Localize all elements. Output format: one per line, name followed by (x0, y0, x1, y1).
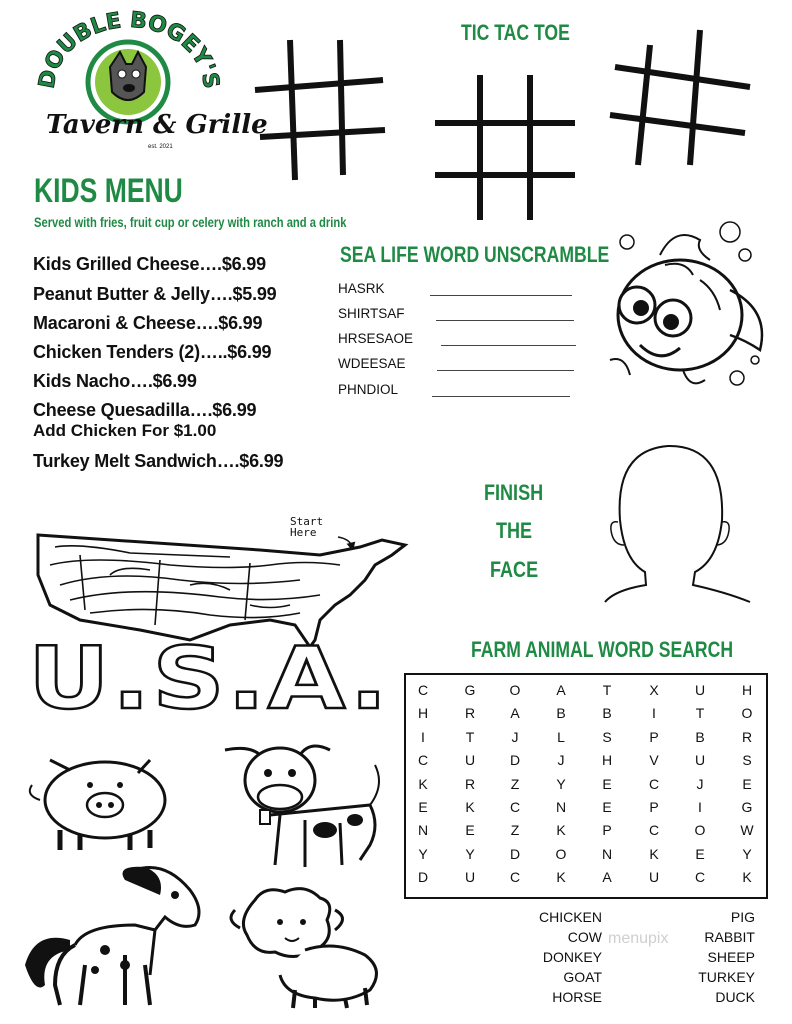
maze-here-word: Here (290, 526, 317, 539)
grid-letter[interactable]: B (602, 705, 612, 722)
logo-arc-text: DOUBLE BOGEY'S (34, 7, 224, 91)
grid-letter[interactable]: C (417, 682, 429, 698)
grid-letter[interactable]: I (652, 705, 656, 722)
grid-letter[interactable]: C (417, 752, 429, 769)
word-search-grid[interactable] (404, 673, 768, 899)
word-item: SHEEP (707, 949, 755, 965)
cow-illustration (220, 735, 390, 875)
grid-letter[interactable]: T (695, 705, 705, 722)
grid-letter[interactable]: L (557, 728, 565, 745)
unscramble-title: SEA LIFE WORD UNSCRAMBLE (340, 242, 610, 267)
finish-face-line2: THE (496, 518, 533, 543)
grid-letter[interactable]: R (464, 705, 476, 722)
grid-letter[interactable]: G (464, 682, 476, 698)
scramble-word: SHIRTSAF (338, 306, 405, 321)
scramble-word: HRSESAOE (338, 331, 414, 346)
grid-letter[interactable]: Y (418, 845, 428, 862)
grid-letter[interactable]: E (695, 845, 705, 862)
watermark: menupix (608, 930, 669, 947)
grid-letter[interactable]: O (694, 822, 706, 839)
scramble-word: WDEESAE (338, 356, 406, 371)
usa-text: U.S.A. (28, 629, 390, 729)
word-item: COW (567, 929, 602, 945)
grid-letter[interactable]: B (556, 705, 566, 722)
grid-letter[interactable]: K (556, 822, 566, 839)
grid-letter[interactable]: D (417, 869, 429, 886)
grid-letter[interactable]: E (742, 775, 752, 792)
grid-letter[interactable]: P (649, 728, 659, 745)
answer-line[interactable] (437, 370, 574, 371)
grid-letter[interactable]: J (511, 728, 519, 745)
logo-est: est. 2021 (148, 144, 173, 150)
grid-letter[interactable]: S (742, 752, 752, 769)
word-item: GOAT (563, 969, 602, 985)
word-item: DUCK (715, 989, 755, 1005)
grid-letter[interactable]: J (696, 775, 704, 792)
tic-tac-toe-board-2[interactable] (435, 75, 575, 220)
grid-letter[interactable]: C (648, 775, 660, 792)
answer-line[interactable] (430, 295, 572, 296)
grid-letter[interactable]: C (694, 869, 706, 886)
finish-face-line3: FACE (490, 557, 539, 582)
grid-letter[interactable]: E (602, 775, 612, 792)
grid-letter[interactable]: N (555, 799, 567, 815)
grid-letter[interactable]: S (602, 728, 612, 745)
word-item: TURKEY (698, 969, 755, 985)
grid-letter[interactable]: C (509, 799, 521, 815)
grid-letter[interactable]: E (602, 799, 612, 815)
grid-letter[interactable]: R (741, 728, 753, 745)
menu-item: Kids Grilled Cheese….$6.99 (33, 254, 266, 274)
kids-menu-title: KIDS MENU (34, 172, 183, 210)
grid-letter[interactable]: C (648, 822, 660, 839)
grid-letter[interactable]: A (556, 682, 566, 698)
grid-letter[interactable]: K (742, 869, 752, 886)
grid-letter[interactable]: Z (510, 775, 520, 792)
grid-letter[interactable]: N (601, 845, 613, 862)
grid-letter[interactable]: U (694, 752, 706, 769)
word-item: PIG (730, 909, 755, 925)
menu-item: Kids Nacho….$6.99 (33, 371, 197, 391)
grid-letter[interactable]: Y (465, 845, 475, 862)
logo (34, 7, 268, 162)
finish-face-line1: FINISH (484, 480, 544, 505)
grid-letter[interactable]: U (464, 869, 476, 886)
grid-letter[interactable]: Z (510, 822, 520, 839)
tic-tac-toe-board-1[interactable] (255, 35, 385, 185)
grid-letter[interactable]: R (464, 775, 476, 792)
grid-letter[interactable]: I (421, 728, 425, 745)
sheep-illustration (225, 880, 385, 1010)
grid-letter[interactable]: O (741, 705, 753, 722)
tic-tac-toe-board-3[interactable] (610, 25, 750, 170)
tic-tac-toe-title: TIC TAC TOE (461, 20, 570, 45)
grid-letter[interactable]: T (602, 682, 612, 698)
logo-script: Tavern & Grille (46, 110, 268, 140)
grid-letter[interactable]: T (465, 728, 475, 745)
grid-letter[interactable]: E (465, 822, 475, 839)
grid-letter[interactable]: U (464, 752, 476, 769)
menu-item: Turkey Melt Sandwich….$6.99 (33, 451, 284, 471)
grid-letter[interactable]: J (557, 752, 565, 769)
grid-letter[interactable]: P (602, 822, 612, 839)
answer-line[interactable] (436, 320, 574, 321)
word-item: CHICKEN (538, 909, 602, 925)
grid-letter[interactable]: H (601, 752, 613, 769)
scramble-word: PHNDIOL (338, 382, 399, 397)
word-item: RABBIT (704, 929, 755, 945)
grid-letter[interactable]: A (510, 705, 520, 722)
grid-letter[interactable]: P (649, 799, 659, 815)
grid-letter[interactable]: K (465, 799, 475, 815)
menu-item: Peanut Butter & Jelly….$5.99 (33, 284, 277, 304)
blank-face-outline[interactable] (600, 440, 760, 605)
grid-letter[interactable]: K (556, 869, 566, 886)
grid-letter[interactable]: B (695, 728, 705, 745)
grid-letter[interactable]: Y (556, 775, 566, 792)
grid-letter[interactable]: C (509, 869, 521, 886)
usa-outline-text (28, 629, 398, 729)
grid-letter[interactable]: H (417, 705, 429, 722)
grid-letter[interactable]: U (694, 682, 706, 698)
word-list-left (520, 907, 602, 1007)
answer-line[interactable] (441, 345, 576, 346)
grid-letter[interactable]: O (509, 682, 521, 698)
fish-illustration (605, 220, 765, 390)
menu-item: Macaroni & Cheese….$6.99 (33, 313, 263, 333)
grid-letter[interactable]: W (740, 822, 754, 839)
grid-letter[interactable]: D (509, 845, 521, 862)
grid-letter[interactable]: V (649, 752, 659, 769)
grid-letter[interactable]: E (418, 799, 428, 815)
answer-line[interactable] (432, 396, 570, 397)
menu-addon: Add Chicken For $1.00 (33, 421, 217, 440)
grid-letter[interactable]: I (698, 799, 702, 815)
word-item: DONKEY (542, 949, 602, 965)
grid-letter[interactable]: D (509, 752, 521, 769)
grid-letter[interactable]: A (602, 869, 612, 886)
maze-start-word: Start (290, 515, 324, 528)
pig-illustration (20, 745, 180, 855)
grid-letter[interactable]: H (741, 682, 753, 698)
word-list-right (680, 907, 755, 1007)
grid-letter[interactable]: N (417, 822, 429, 839)
menu-item: Chicken Tenders (2)…..$6.99 (33, 342, 272, 362)
grid-letter[interactable]: X (649, 682, 659, 698)
grid-letter[interactable]: G (741, 799, 753, 815)
scramble-word: HASRK (338, 281, 385, 296)
grid-letter[interactable]: U (648, 869, 660, 886)
grid-letter[interactable]: O (555, 845, 567, 862)
menu-item: Cheese Quesadilla….$6.99 (33, 400, 257, 420)
kids-menu-subtitle: Served with fries, fruit cup or celery with ranch and a drink (34, 214, 347, 230)
grid-letter[interactable]: K (649, 845, 659, 862)
horse-illustration (15, 855, 215, 1015)
word-item: HORSE (552, 989, 602, 1005)
grid-letter[interactable]: Y (742, 845, 752, 862)
grid-letter[interactable]: K (418, 775, 428, 792)
word-search-title: FARM ANIMAL WORD SEARCH (471, 637, 734, 662)
